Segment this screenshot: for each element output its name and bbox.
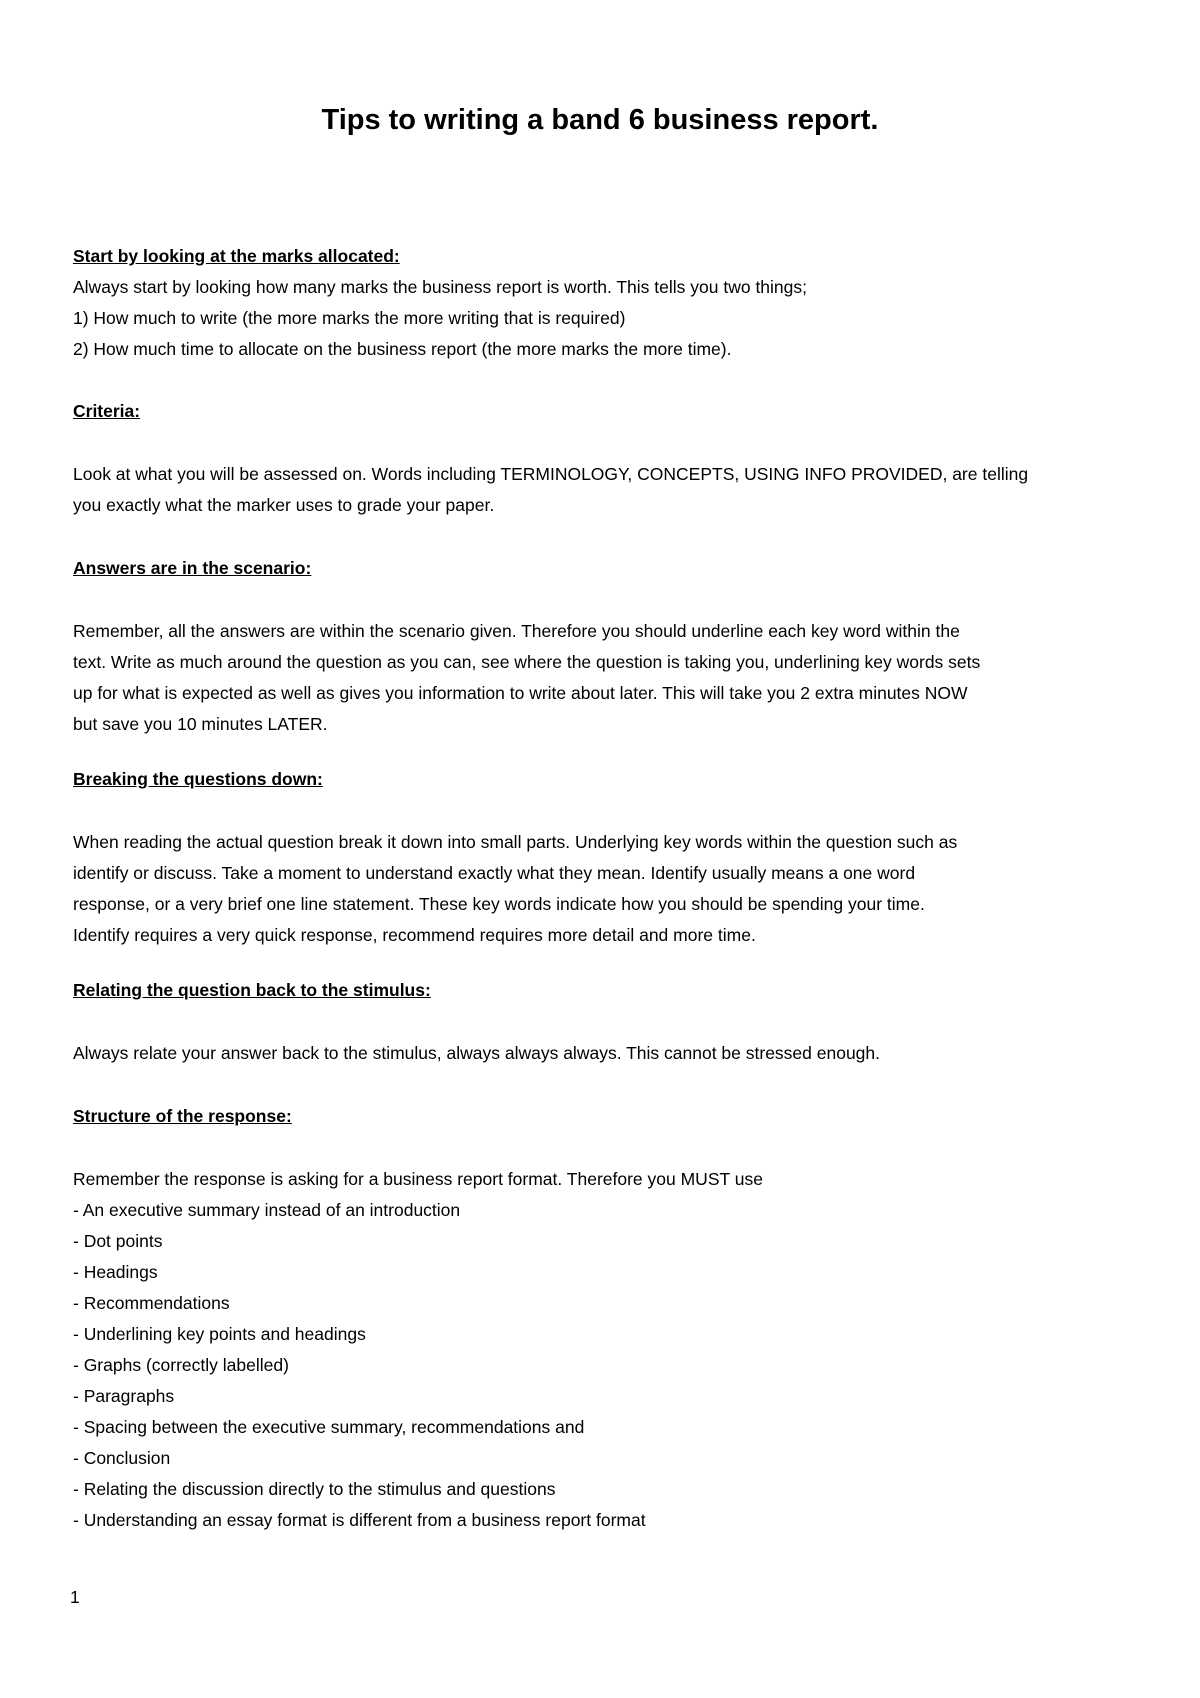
list-item: - An executive summary instead of an introduction (73, 1200, 461, 1220)
section-heading: Structure of the response: (73, 1106, 292, 1126)
list-item: - Spacing between the executive summary, recommendations and (73, 1417, 585, 1437)
section-structure (73, 1101, 1133, 1132)
list-item: - Graphs (correctly labelled) (73, 1355, 289, 1375)
text-line: Remember the response is asking for a business report format. Therefore you MUST use (73, 1169, 763, 1189)
text-line: response, or a very brief one line statement. These key words indicate how you should be spending your time. (73, 894, 925, 914)
text-line: Always start by looking how many marks the business report is worth. This tells you two things; (73, 277, 808, 297)
list-item: - Understanding an essay format is different from a business report format (73, 1510, 646, 1530)
text-line: When reading the actual question break it down into small parts. Underlying key words within the question such as (73, 832, 958, 852)
text-line: but save you 10 minutes LATER. (73, 714, 328, 734)
text-line: Identify requires a very quick response, recommend requires more detail and more time. (73, 925, 756, 945)
section-stimulus-body (73, 1038, 1133, 1069)
section-structure-body (73, 1164, 1133, 1536)
section-breaking (73, 764, 1133, 795)
text-line: Look at what you will be assessed on. Words including TERMINOLOGY, CONCEPTS, USING INFO PROVIDED, are telling (73, 464, 1029, 484)
list-item: - Recommendations (73, 1293, 230, 1313)
section-breaking-body (73, 827, 1133, 951)
section-marks (73, 241, 1133, 365)
text-line: identify or discuss. Take a moment to understand exactly what they mean. Identify usually means a one word (73, 863, 916, 883)
list-item: - Paragraphs (73, 1386, 175, 1406)
list-item: - Relating the discussion directly to the stimulus and questions (73, 1479, 556, 1499)
section-heading: Start by looking at the marks allocated: (73, 246, 400, 266)
text-line: Always relate your answer back to the stimulus, always always always. This cannot be stressed enough. (73, 1043, 881, 1063)
list-item: - Conclusion (73, 1448, 171, 1468)
list-item: - Underlining key points and headings (73, 1324, 366, 1344)
list-item: - Headings (73, 1262, 158, 1282)
document-title: Tips to writing a band 6 business report. (321, 104, 879, 136)
section-criteria-body (73, 459, 1133, 521)
section-heading: Criteria: (73, 401, 141, 421)
section-scenario (73, 553, 1133, 584)
text-line: 1) How much to write (the more marks the more writing that is required) (73, 308, 626, 328)
text-line: up for what is expected as well as gives you information to write about later. This will take you 2 extra minutes NOW (73, 683, 968, 703)
text-line: 2) How much time to allocate on the business report (the more marks the more time). (73, 339, 732, 359)
text-line: you exactly what the marker uses to grade your paper. (73, 495, 495, 515)
section-heading: Relating the question back to the stimulus: (73, 980, 431, 1000)
page-number: 1 (70, 1587, 80, 1607)
section-scenario-body (73, 616, 1133, 740)
text-line: text. Write as much around the question as you can, see where the question is taking you, underlining key words sets (73, 652, 981, 672)
section-heading: Answers are in the scenario: (73, 558, 312, 578)
section-heading: Breaking the questions down: (73, 769, 323, 789)
section-stimulus (73, 975, 1133, 1006)
list-item: - Dot points (73, 1231, 163, 1251)
text-line: Remember, all the answers are within the scenario given. Therefore you should underline each key word within the (73, 621, 960, 641)
section-criteria (73, 396, 1133, 427)
